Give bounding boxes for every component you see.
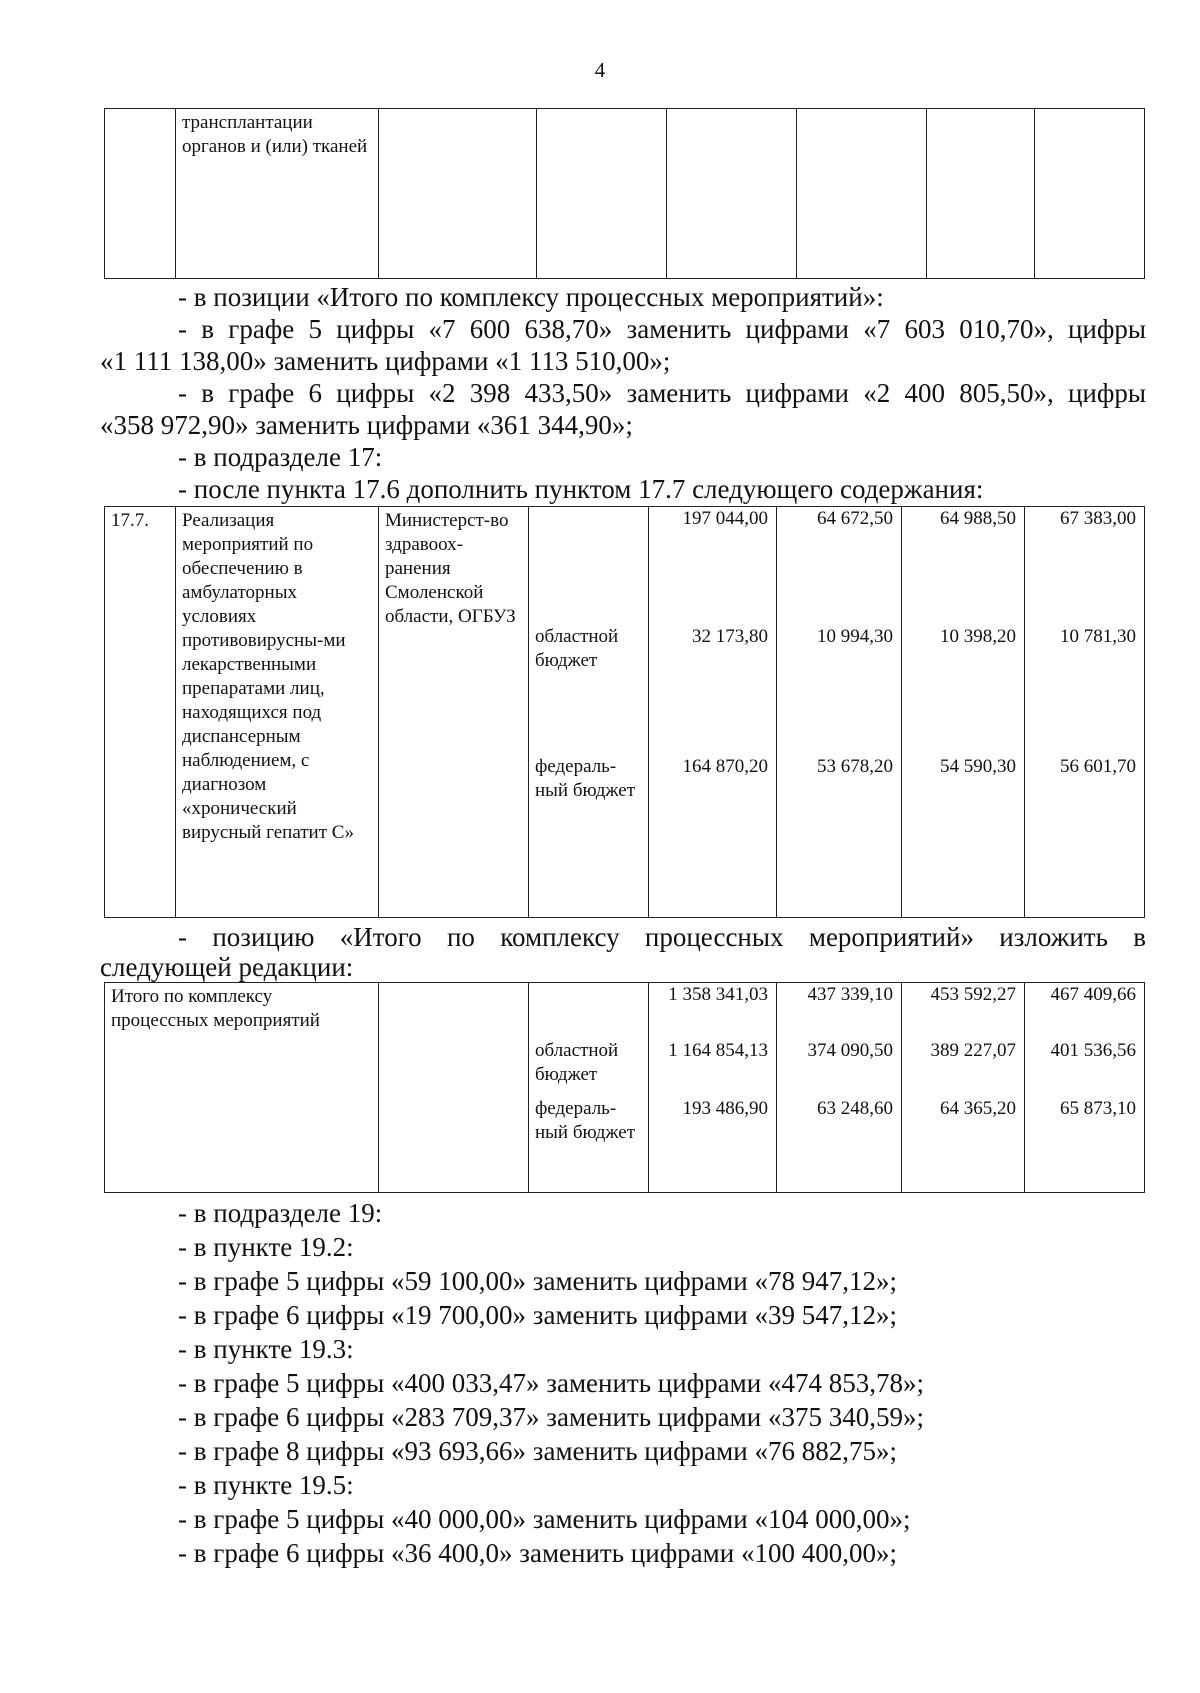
table-grand-total: [104, 982, 1145, 1193]
para-line: «1 111 138,00» заменить цифрами «1 113 510,00»;: [100, 346, 671, 376]
value-federal: 164 870,20: [682, 756, 768, 777]
label-federal-budget: федераль-ный бюджет: [535, 756, 636, 801]
label-regional-budget: областной бюджет: [535, 1040, 619, 1085]
value-federal: 53 678,20: [817, 756, 893, 777]
value-federal: 193 486,90: [682, 1098, 768, 1119]
cell-item-sources: [529, 507, 649, 918]
table-item-17-7: [104, 506, 1145, 918]
para-line: следующей редакции:: [100, 952, 354, 982]
cell-item-executor: Министерст-во здравоох-ранения Смоленской области, ОГБУЗ: [379, 507, 529, 918]
para-line: - в графе 6 цифры «36 400,0» заменить цифрами «100 400,00»;: [178, 1538, 897, 1568]
cell-total-name: Итого по комплексу процессных мероприятий: [105, 983, 379, 1193]
table-continuation: [104, 108, 1145, 279]
para-line: - в подразделе 19:: [178, 1198, 383, 1228]
para-line: - позицию «Итого по комплексу процессных мероприятий» изложить в: [178, 922, 1146, 952]
value-federal: 56 601,70: [1060, 756, 1136, 777]
cell-num: [105, 109, 176, 279]
value-total: 467 409,66: [1050, 984, 1136, 1005]
value-regional: 10 994,30: [817, 626, 893, 647]
para-line: - в графе 6 цифры «2 398 433,50» заменить цифрами «2 400 805,50», цифры: [178, 378, 1146, 408]
value-regional: 389 227,07: [930, 1040, 1016, 1061]
label-regional-budget: областной бюджет: [535, 626, 619, 671]
cell-col6: [777, 983, 902, 1193]
value-regional: 10 781,30: [1060, 626, 1136, 647]
cell-item-name: Реализация мероприятий по обеспечению в амбулаторных условиях противовирусны-ми лекарственными препаратами лиц, находящихся под диспансерным наблюдением, с диагнозом «хронический вирусный гепатит С»: [176, 507, 379, 918]
para-line: - в графе 5 цифры «400 033,47» заменить цифрами «474 853,78»;: [178, 1368, 924, 1398]
para-line: - в пункте 19.2:: [178, 1232, 354, 1262]
cell-col5: [667, 109, 797, 279]
value-regional: 1 164 854,13: [668, 1040, 768, 1061]
value-federal: 65 873,10: [1060, 1098, 1136, 1119]
label-federal-budget: федераль-ный бюджет: [535, 1098, 636, 1143]
value-federal: 54 590,30: [940, 756, 1016, 777]
cell-col7: [902, 983, 1025, 1193]
para-line: - в пункте 19.5:: [178, 1470, 354, 1500]
cell-total-executor: [379, 983, 529, 1193]
cell-col7: [927, 109, 1035, 279]
value-federal: 64 365,20: [940, 1098, 1016, 1119]
cell-col6: [797, 109, 927, 279]
para-line: - в подразделе 17:: [178, 442, 383, 472]
para-line: - в графе 6 цифры «283 709,37» заменить цифрами «375 340,59»;: [178, 1402, 924, 1432]
value-total: 67 383,00: [1060, 508, 1136, 529]
cell-col6: [777, 507, 902, 918]
value-total: 64 988,50: [940, 508, 1016, 529]
para-line: - в позиции «Итого по комплексу процессных мероприятий»:: [178, 282, 884, 312]
value-federal: 63 248,60: [817, 1098, 893, 1119]
cell-col7: [902, 507, 1025, 918]
cell-source: [537, 109, 667, 279]
para-line: - после пункта 17.6 дополнить пунктом 17.7 следующего содержания:: [178, 474, 984, 504]
para-line: - в графе 6 цифры «19 700,00» заменить цифрами «39 547,12»;: [178, 1300, 897, 1330]
value-total: 197 044,00: [682, 508, 768, 529]
para-line: - в пункте 19.3:: [178, 1334, 354, 1364]
value-total: 437 339,10: [807, 984, 893, 1005]
para-line: - в графе 5 цифры «40 000,00» заменить цифрами «104 000,00»;: [178, 1504, 911, 1534]
cell-col8: [1025, 507, 1145, 918]
cell-executor: [379, 109, 537, 279]
value-total: 1 358 341,03: [668, 984, 768, 1005]
value-regional: 401 536,56: [1050, 1040, 1136, 1061]
para-line: - в графе 5 цифры «7 600 638,70» заменить цифрами «7 603 010,70», цифры: [178, 314, 1146, 344]
cell-name: трансплантации органов и (или) тканей: [176, 109, 379, 279]
value-total: 453 592,27: [930, 984, 1016, 1005]
cell-col8: [1025, 983, 1145, 1193]
value-regional: 374 090,50: [807, 1040, 893, 1061]
cell-col5: [649, 507, 777, 918]
cell-total-sources: [529, 983, 649, 1193]
value-total: 64 672,50: [817, 508, 893, 529]
cell-col8: [1035, 109, 1145, 279]
cell-item-number: 17.7.: [105, 507, 176, 918]
value-regional: 10 398,20: [940, 626, 1016, 647]
para-line: «358 972,90» заменить цифрами «361 344,90»;: [100, 410, 633, 440]
para-line: - в графе 5 цифры «59 100,00» заменить цифрами «78 947,12»;: [178, 1266, 897, 1296]
value-regional: 32 173,80: [692, 626, 768, 647]
para-line: - в графе 8 цифры «93 693,66» заменить цифрами «76 882,75»;: [178, 1436, 897, 1466]
cell-col5: [649, 983, 777, 1193]
page-number: 4: [594, 58, 606, 82]
